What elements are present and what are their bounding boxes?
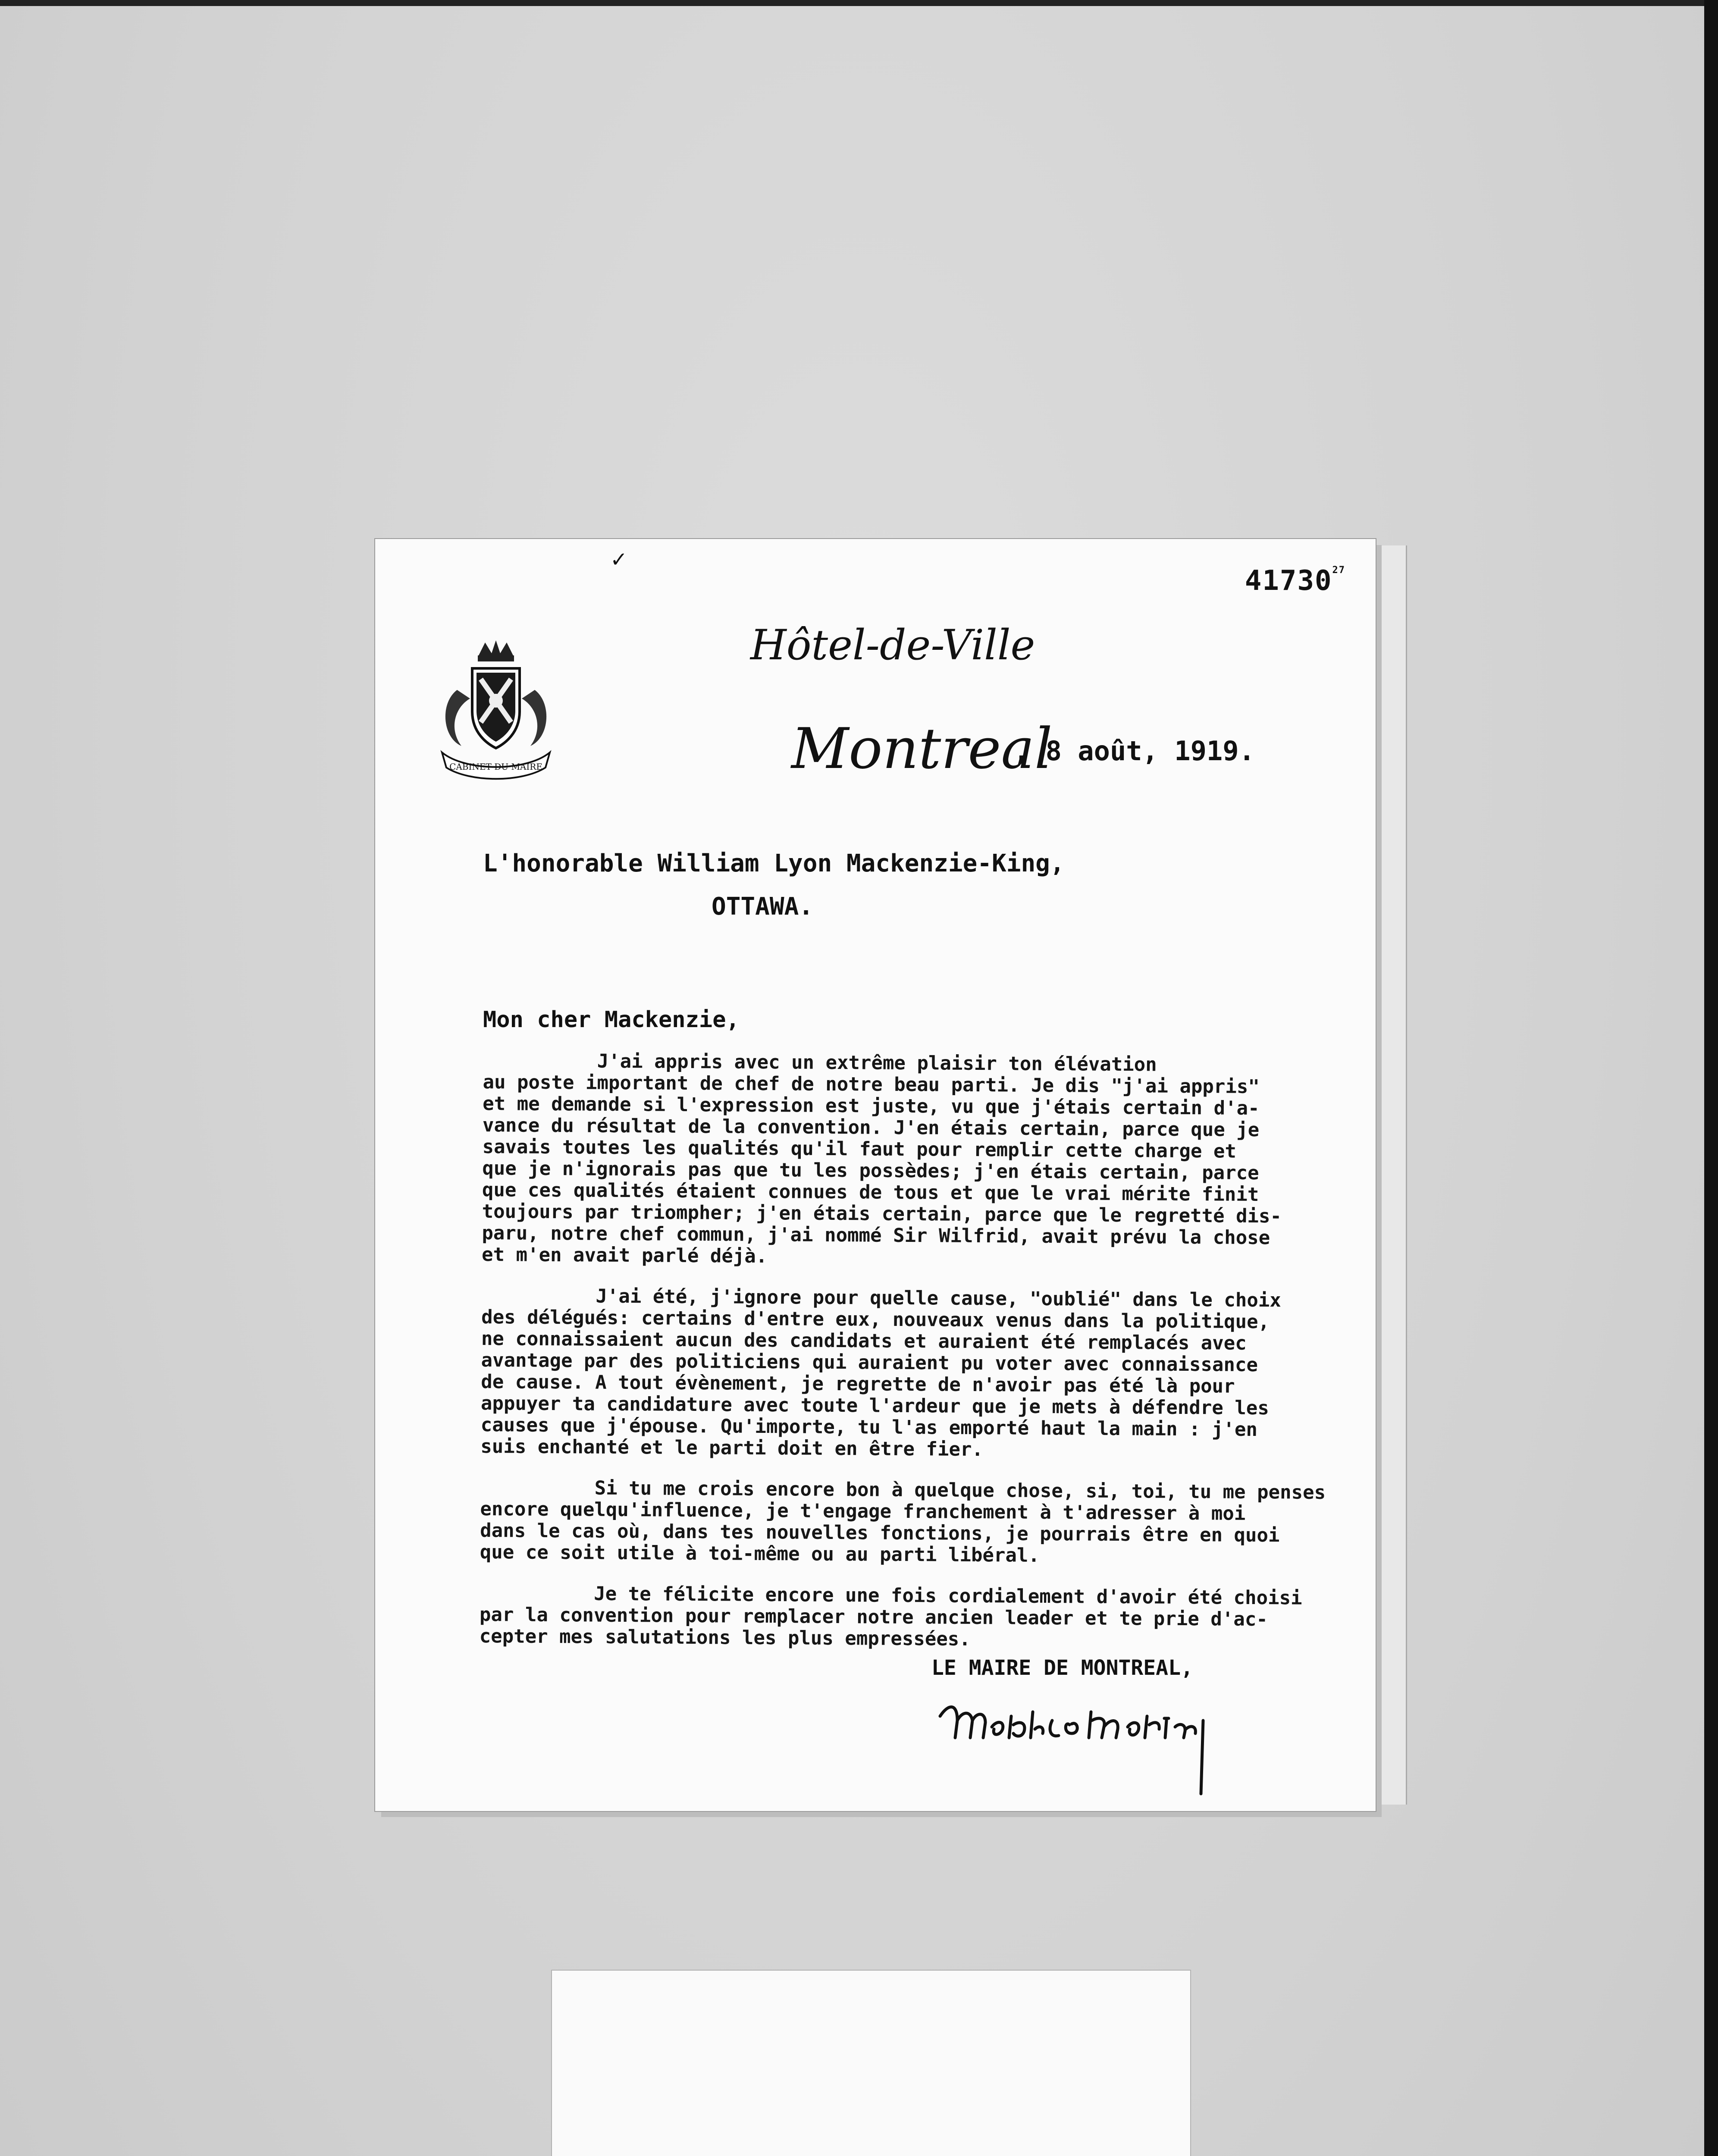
letter-paragraph: Je te félicite encore une fois cordialement d'avoir été choisi par la convention pour remplacer notre ancien leader et te prie d'ac- cepter mes salutations les plus empressées. [479, 1582, 1302, 1650]
file-number-suffix: 27 [1332, 565, 1345, 576]
signoff: LE MAIRE DE MONTREAL, [931, 1656, 1193, 1680]
letter-paragraph: J'ai été, j'ignore pour quelle cause, "oublié" dans le choix des délégués: certains d'entre eux, nouveaux venus dans la politique, ne connaissaient aucun des candidats et auraient été remplacés avec avantage par des politiciens qui auraient pu voter avec connaissance de cause. A tout évènement, je regrette de n'avoir pas été là pour appuyer ta candidature avec toute l'ardeur que je mets à défendre les causes que j'épouse. Qu'importe, tu l'as emporté haut la main : j'en suis enchanté et le parti doit en être fier. [480, 1284, 1281, 1461]
crest-motto: CABINET DU MAIRE [449, 761, 542, 772]
file-number-main: 41730 [1245, 565, 1332, 597]
archive-label-card [552, 1971, 1190, 2156]
letter-sheet [375, 539, 1376, 1811]
crown-icon [478, 640, 514, 661]
letter-date: , 8 août, 1919. [1013, 735, 1255, 767]
letterhead-title: Hôtel-de-Ville [750, 621, 1035, 669]
check-mark: ✓ [610, 548, 628, 572]
file-number [1245, 565, 1345, 597]
letter-paragraph: Si tu me crois encore bon à quelque chose, si, toi, tu me penses encore quelqu'influence, je t'engage franchement à t'adresser à moi dans le cas où, dans tes nouvelles fonctions, je pourrais être en quoi que ce soit utile à toi-même ou au parti libéral. [480, 1476, 1326, 1567]
letter-body [479, 1050, 1371, 1672]
letterhead-city: Montreal [791, 716, 1053, 781]
letter-paragraph: J'ai appris avec un extrême plaisir ton élévation au poste important de chef de notre beau parti. Je dis "j'ai appris" et me demande si l'expression est juste, vu que j'étais certain d'a- vance du résultat de la convention. J'en étais certain, parce que je savais toutes les qualités qu'il faut pour remplir cette charge et que je n'ignorais pas que tu les possèdes; j'en étais certain, parce que ces qualités étaient connues de tous et que le vrai mérite finit toujours par triompher; j'en étais certain, parce que le regretté dis- paru, notre chef commun, j'ai nommé Sir Wilfrid, avait prévu la chose et m'en avait parlé déjà. [481, 1050, 1282, 1268]
addressee-city: OTTAWA. [712, 893, 814, 921]
handwritten-signature [931, 1686, 1225, 1798]
mayor-crest-logo [431, 638, 561, 785]
film-edge-right [1704, 0, 1718, 2156]
film-edge-top [0, 0, 1718, 6]
salutation: Mon cher Mackenzie, [483, 1007, 740, 1033]
addressee-name: L'honorable William Lyon Mackenzie-King, [483, 849, 1065, 877]
